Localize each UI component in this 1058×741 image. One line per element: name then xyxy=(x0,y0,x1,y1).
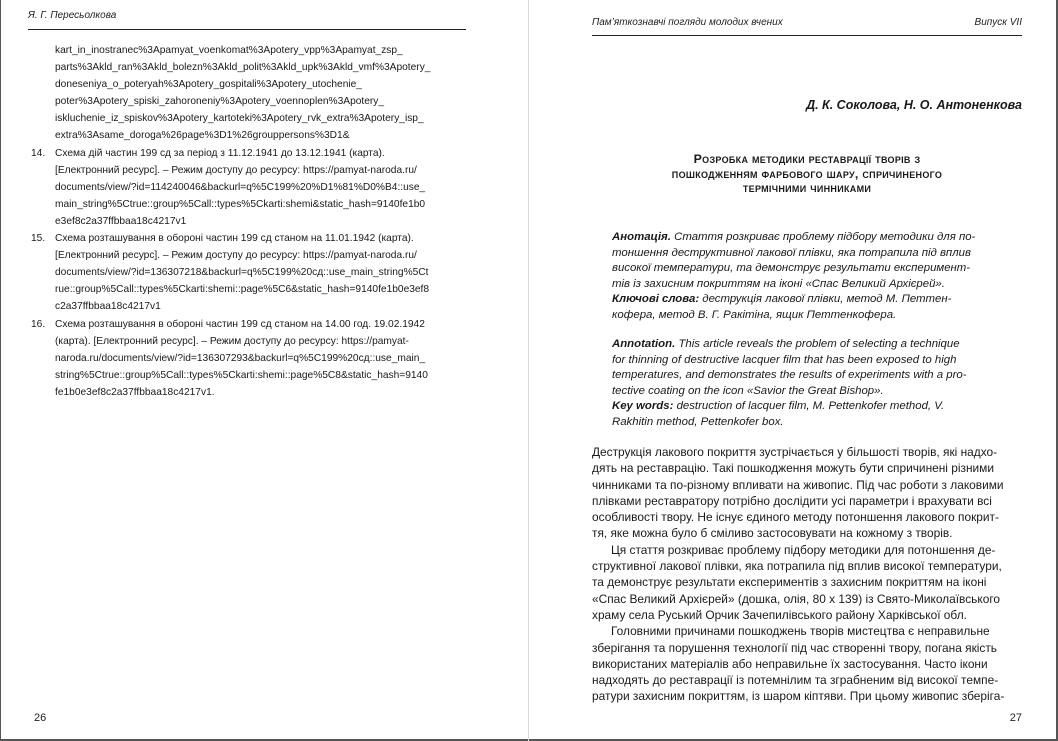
abstract-en-line: Annotation. This article reveals the problem of selecting a technique xyxy=(612,338,960,350)
reference-line xyxy=(28,230,466,247)
reference-line: fe1b0e3ef8c2a37ffbbaa18c4217v1. xyxy=(55,386,215,398)
reference-text: Схема дій частин 199 сд за період з 11.12.1941 до 13.12.1941 (карта). xyxy=(55,147,385,159)
reference-number: 14. xyxy=(31,147,46,159)
abstract-en-label: Annotation. xyxy=(612,338,676,350)
keywords-en-line: Key words: destruction of lacquer film, M. Pettenkofer method, V. xyxy=(612,400,945,412)
journal-title: Пам’яткознавчі погляди молодих вчених xyxy=(592,17,783,28)
reference-line: kart_in_inostranec%3Apamyat_voenkomat%3Apotery_vpp%3Apamyat_zsp_ xyxy=(55,45,403,56)
body-line: «Спас Великий Архієрей» (дошка, олія, 80 x 139) із Свято-Миколаївського xyxy=(592,591,1001,606)
left-page-number: 26 xyxy=(34,712,47,724)
reference-text: Схема розташування в обороні частин 199 сд станом на 11.01.1942 (карта). xyxy=(55,233,414,245)
reference-line: c2a37ffbbaa18c4217v1 xyxy=(55,301,161,313)
title-line: термічними чинниками xyxy=(742,181,872,195)
body-line: надходять до реставрації із потемнілим та зграбненим від високої темпе- xyxy=(592,673,999,688)
right-running-head xyxy=(592,17,1022,28)
abstract-en-line: for thinning of destructive lacquer film that has been exposed to high xyxy=(612,353,957,366)
body-line: дять на реставрацію. Такі пошкодження можуть бути спричинені різними xyxy=(592,461,994,476)
reference-line: main_string%5Ctrue::group%5Call::types%5Ckarti:shemi&static_hash=9140fe1b0 xyxy=(55,198,426,210)
article-body xyxy=(592,444,1022,705)
reference-line: string%5Ctrue::group%5Call::types%5Ckarti:shemi::page%5C8&static_hash=9140 xyxy=(55,369,428,381)
abstract-gap xyxy=(612,323,1022,337)
abstract-uk-line: високої температури, та демонструє результати експеримент- xyxy=(612,262,971,274)
article-authors: Д. К. Соколова, Н. О. Антоненкова xyxy=(806,98,1022,112)
reference-number: 15. xyxy=(31,233,46,245)
title-line: пошкодженням фарбового шару, спричиненого xyxy=(671,166,943,181)
reference-line: (карта). [Електронний ресурс]. – Режим доступу до ресурсу: https://pamyat- xyxy=(55,335,409,347)
reference-line: documents/view/?id=136307218&backurl=q%5C199%20сд::use_main_string%5Ct xyxy=(55,267,429,279)
body-line: особливості твору. Не існує єдиного методу потоншення лакового покрит- xyxy=(592,510,999,525)
body-line: плівками реставратору потрібно дослідити усі параметри і врахувати всі xyxy=(592,493,992,508)
title-line: Розробка методики реставрації творів з xyxy=(693,152,921,166)
keywords-uk-line: Ключові слова: деструкція лакової плівки, метод М. Петтен- xyxy=(612,293,952,305)
article-title xyxy=(592,152,1022,196)
body-line: Ця стаття розкриває проблему підбору методики для потоншення де- xyxy=(611,542,996,557)
reference-line: [Електронний ресурс]. – Режим доступу до ресурсу: https://pamyat-naroda.ru/ xyxy=(55,164,417,176)
keywords-uk-line: кофера, метод В. Г. Ракітіна, ящик Петтенкофера. xyxy=(612,308,897,321)
right-header-rule xyxy=(592,35,1022,36)
reference-line xyxy=(28,145,466,162)
abstract-uk-line: тоншення деструктивної лакової плівки, яка потрапила під вплив xyxy=(612,246,971,259)
issue-label: Випуск VII xyxy=(974,17,1022,28)
abstract-en-line: temperatures, and demonstrates the results of experiments with a pro- xyxy=(612,369,967,381)
right-page xyxy=(592,0,1022,741)
left-running-head-author: Я. Г. Пересьолкова xyxy=(28,10,117,21)
frame-left-edge xyxy=(0,0,1,741)
keywords-uk-label: Ключові слова: xyxy=(612,293,700,305)
reference-line: naroda.ru/documents/view/?id=136307293&backurl=q%5C199%20сд::use_main_ xyxy=(55,352,426,364)
reference-line: [Електронний ресурс]. – Режим доступу до ресурсу: https://pamyat-naroda.ru/ xyxy=(55,250,417,262)
reference-line xyxy=(28,316,466,333)
abstract-en-line: tective coating on the icon «Savior the Great Bishop». xyxy=(612,384,884,397)
reference-line: rue::group%5Call::types%5Ckarti:shemi::page%5C6&static_hash=9140fe1b0e3ef8 xyxy=(55,284,430,296)
left-page xyxy=(28,0,466,741)
reference-list xyxy=(28,42,466,401)
reference-text: Схема розташування в обороні частин 199 сд станом на 14.00 год. 19.02.1942 xyxy=(55,318,425,330)
reference-line: poter%3Apotery_spiski_zahoroneniy%3Apotery_voennoplen%3Apotery_ xyxy=(55,96,385,108)
body-line: та демонструє результати експериментів з захисним покриттям на іконі xyxy=(592,575,987,590)
body-line: тя, яке можна було б сміливо застосовувати на кожному з творів. xyxy=(592,526,953,541)
left-header-rule xyxy=(28,29,466,30)
reference-line: parts%3Akld_ran%3Akld_bolezn%3Akld_polit%3Akld_upk%3Akld_vmf%3Apotery_ xyxy=(55,62,431,74)
body-line: структивної лакової плівки, яка потрапила під вплив високої температури, xyxy=(592,559,1002,574)
body-line: Деструкція лакового покриття зустрічається у більшості творів, які надхо- xyxy=(592,445,998,459)
body-line: храму села Руський Орчик Зачепилівського району Харківської обл. xyxy=(592,607,967,622)
reference-line: extra%3Asame_doroga%26page%3D1%26grouppersons%3D1& xyxy=(55,130,350,142)
abstract-uk-line: Анотація. Стаття розкриває проблему підбору методики для по- xyxy=(612,231,976,243)
page-gutter xyxy=(528,0,529,741)
abstract-uk-line: тів із захисним покриттям на іконі «Спас Великий Архієрей». xyxy=(612,277,945,290)
abstract-uk-label: Анотація. xyxy=(612,231,671,243)
left-running-head xyxy=(28,10,466,21)
reference-line: doneseniya_o_poteryah%3Apotery_gospitali%3Apotery_utochenie_ xyxy=(55,79,362,91)
reference-line: documents/view/?id=114240046&backurl=q%5C199%20%D1%81%D0%B4::use_ xyxy=(55,181,426,193)
body-line: ратури захисним покриттям, із шаром кіптяви. При цьому живопис зберіга- xyxy=(592,689,1005,704)
abstract-block xyxy=(612,230,1022,430)
keywords-en-label: Key words: xyxy=(612,400,674,412)
reference-number: 16. xyxy=(31,318,46,330)
reference-line: e3ef8c2a37ffbbaa18c4217v1 xyxy=(55,215,187,227)
keywords-en-line: Rakhitin method, Pettenkofer box. xyxy=(612,415,784,428)
body-line: використаних матеріалів або неправильне їх застосування. Часто ікони xyxy=(592,656,988,671)
body-line: зберігання та порушення технології під час створенні твору, погана якість xyxy=(592,640,998,655)
body-line: чинниками та по-різному впливати на живопис. Під час роботи з лаковими xyxy=(592,477,1004,492)
right-page-number: 27 xyxy=(1009,712,1022,724)
reference-line: iskluchenie_iz_spiskov%3Apotery_kartoteki%3Apotery_rvk_extra%3Apotery_isp_ xyxy=(55,113,424,125)
body-line: Головними причинами пошкоджень творів мистецтва є неправильне xyxy=(611,624,990,639)
